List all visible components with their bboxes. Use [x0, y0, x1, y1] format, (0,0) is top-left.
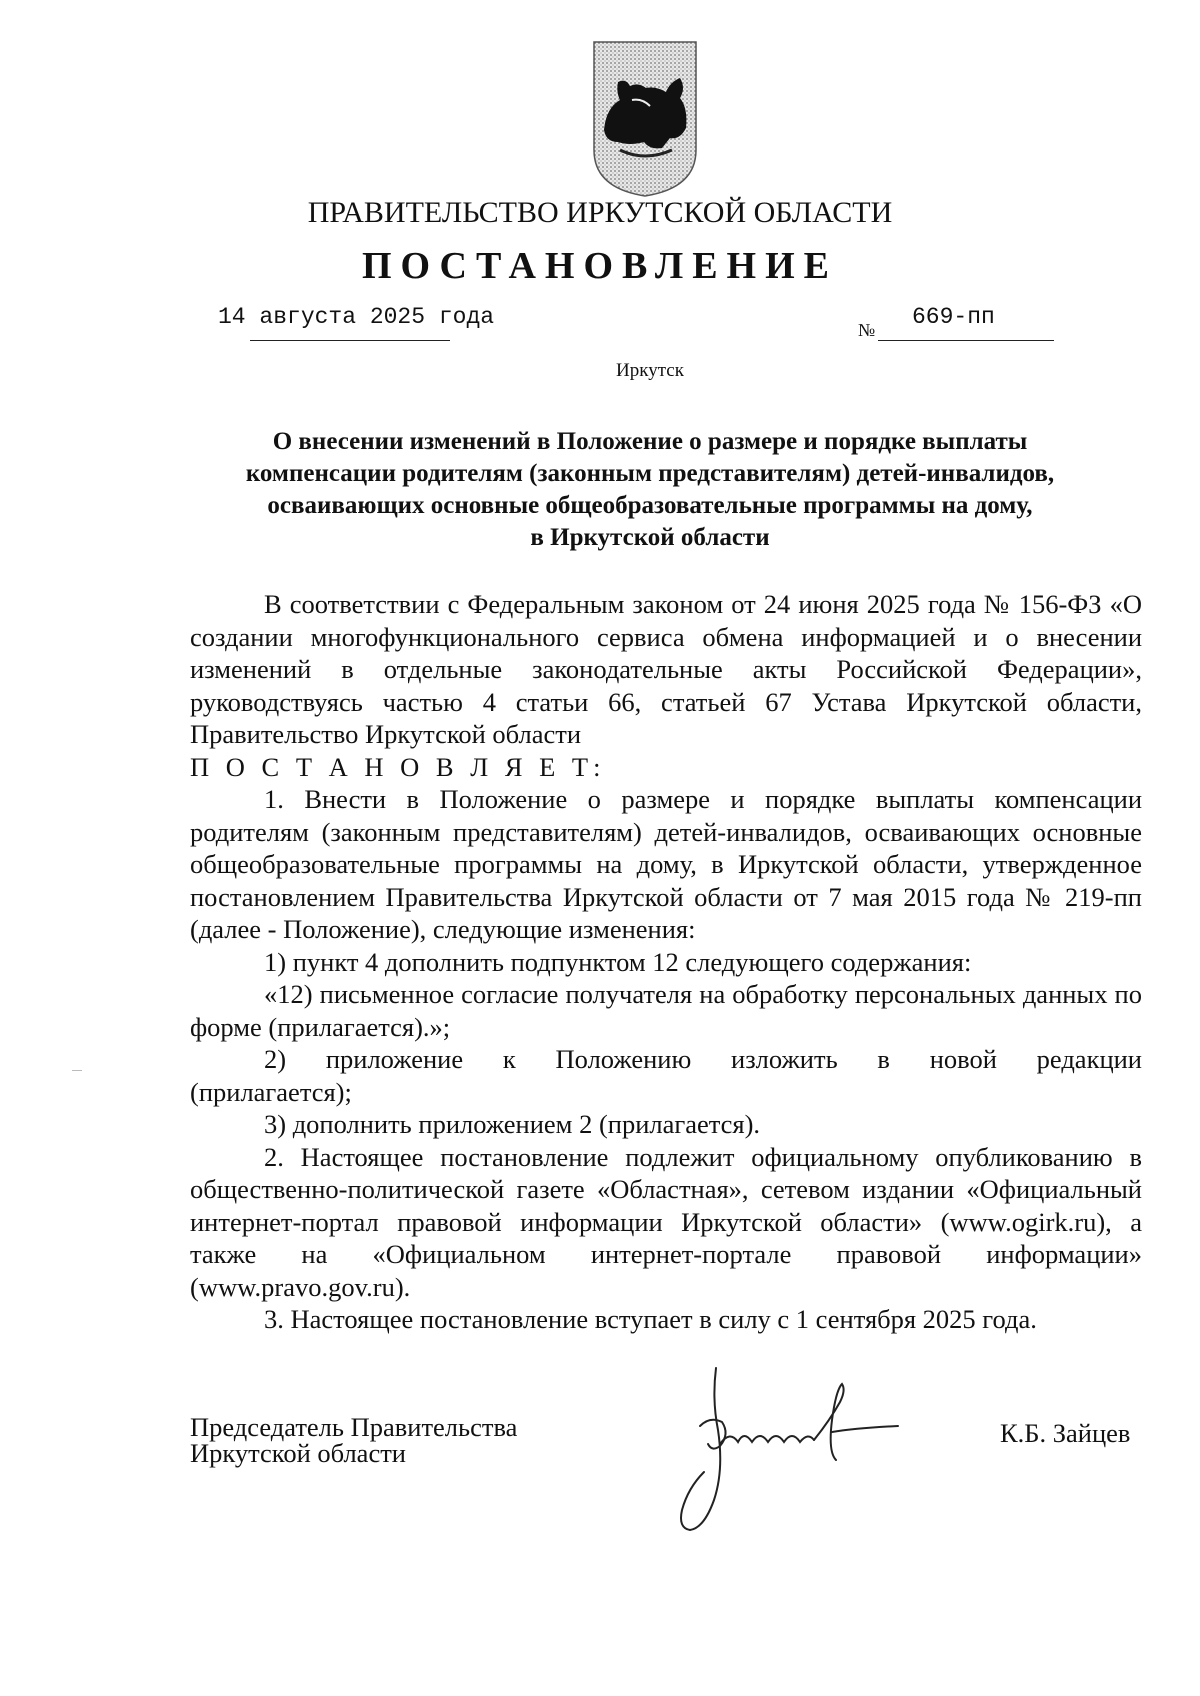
- signatory-name: К.Б. Зайцев: [1000, 1418, 1131, 1448]
- subitem-1-paragraph: 1) пункт 4 дополнить подпунктом 12 следующего содержания:: [264, 946, 972, 977]
- document-type: ПОСТАНОВЛЕНИЕ: [361, 245, 839, 287]
- item-1-paragraph: 1. Внести в Положение о размере и порядке выплаты компенсации родителям (законным представителям) детей-инвалидов, осваивающих основные общеобразовательные программы на дому, в Иркутской области, утвержденное постановлением Правительства Иркутской области от 7 мая 2015 года № 219-пп (далее - Положение), следующие изменения:: [190, 784, 1142, 944]
- title-line: осваивающих основные общеобразовательные программы на дому,: [267, 492, 1033, 519]
- handwritten-signature-icon: [660, 1360, 940, 1560]
- document-date: 14 августа 2025 года: [218, 304, 495, 330]
- subitem-2-continuation: (прилагается);: [190, 1076, 352, 1107]
- number-sign: №: [858, 320, 876, 340]
- government-name: ПРАВИТЕЛЬСТВО ИРКУТСКОЙ ОБЛАСТИ: [307, 196, 893, 229]
- subitem-3-paragraph: 3) дополнить приложением 2 (прилагается).: [264, 1109, 761, 1139]
- date-underline: [250, 340, 450, 341]
- signatory-position: [190, 1414, 517, 1466]
- title-line: О внесении изменений в Положение о размере и порядке выплаты: [272, 428, 1028, 455]
- margin-mark: [72, 1070, 82, 1071]
- item-3-paragraph: 3. Настоящее постановление вступает в силу с 1 сентября 2025 года.: [264, 1304, 1037, 1334]
- position-line: Председатель Правительства: [190, 1412, 518, 1442]
- preamble-paragraph: В соответствии с Федеральным законом от 24 июня 2025 года № 156-ФЗ «О создании многофункционального сервиса обмена информацией и о внесении изменений в отдельные законодательные акты Российской Федерации», руководствуясь частью 4 статьи 66, статьей 67 Устава Иркутской области, Правительство Иркутской области: [190, 589, 1142, 749]
- city: Иркутск: [616, 360, 684, 381]
- number-underline: [878, 340, 1054, 341]
- document-body: [190, 588, 1142, 1336]
- document-number: 669-пп: [912, 304, 995, 330]
- item-2-paragraph: 2. Настоящее постановление подлежит официальному опубликованию в общественно-политической газете «Областная», сетевом издании «Официальный интернет-портал правовой информации Иркутской области» (www.ogirk.ru), а также на «Официальном интернет-портале правовой информации» (www.pravo.gov.ru).: [190, 1141, 1142, 1302]
- coat-of-arms-icon: [590, 38, 700, 198]
- title-line: в Иркутской области: [530, 524, 770, 551]
- document-title: [190, 426, 1110, 554]
- position-line: Иркутской области: [190, 1438, 406, 1468]
- subitem-1-quote-paragraph: «12) письменное согласие получателя на обработку персональных данных по форме (прилагается).»;: [190, 979, 1142, 1042]
- subitem-2-paragraph: 2) приложение к Положению изложить в новой редакции: [264, 1044, 1142, 1074]
- title-line: компенсации родителям (законным представителям) детей-инвалидов,: [245, 460, 1055, 487]
- decree-word: П О С Т А Н О В Л Я Е Т:: [190, 751, 606, 782]
